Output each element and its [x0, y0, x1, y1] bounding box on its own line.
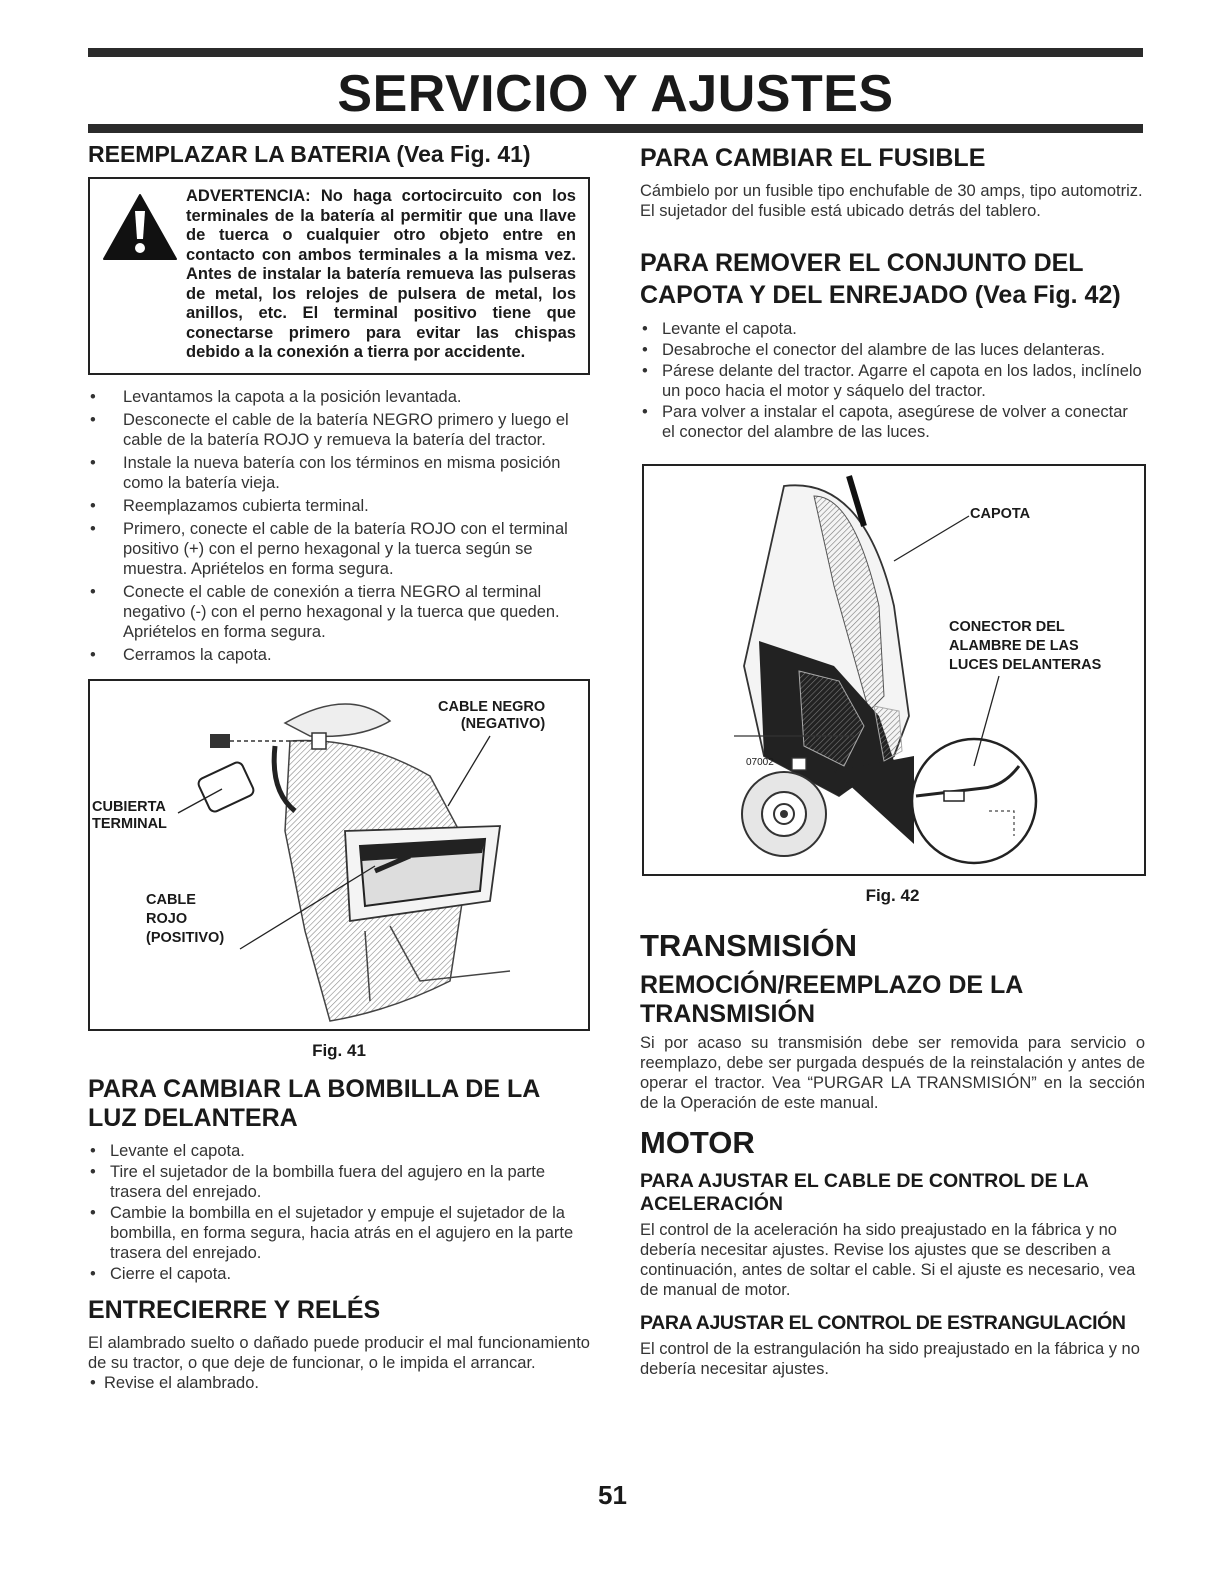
transmission-subheading: REMOCIÓN/REEMPLAZO DE LA TRANSMISIÓN — [640, 971, 1023, 1028]
warning-triangle-icon — [102, 193, 178, 261]
list-item: • Reemplazamos cubierta terminal. — [88, 496, 590, 516]
headlight-heading: PARA CAMBIAR LA BOMBILLA DE LA LUZ DELANTERA — [88, 1074, 540, 1132]
list-item: • Levante el capota. — [88, 1141, 590, 1161]
figure-42-caption: Fig. 42 — [865, 886, 920, 905]
list-item: • Primero, conecte el cable de la batería ROJO con el terminal positivo (+) con el perno hexagonal y la tuerca según se muestra. Apriételos en forma segura. — [88, 519, 590, 579]
label-black-cable: CABLE NEGRO (NEGATIVO) — [438, 698, 546, 732]
part-code: 07002 — [746, 757, 774, 768]
page-title: SERVICIO Y AJUSTES — [337, 65, 894, 123]
label-terminal-cover: CUBIERTA TERMINAL — [92, 798, 167, 832]
transmission-text: Si por acaso su transmisión debe ser removida para servicio o reemplazo, debe ser purgada después de la reinstalación y antes de operar el tractor. Vea “PURGAR LA TRANSMISIÓN” en la sección de la Operación de este manual. — [640, 1034, 1145, 1112]
fuse-text: Cámbielo por un fusible tipo enchufable de 30 amps, tipo automotriz. El sujetador del fusible está ubicado detrás del tablero. — [640, 182, 1143, 220]
list-item: • Cierre el capota. — [88, 1264, 590, 1284]
motor-heading: MOTOR — [640, 1125, 755, 1160]
figure-42 — [642, 464, 1146, 876]
transmission-heading: TRANSMISIÓN — [640, 928, 857, 963]
fuse-heading: PARA CAMBIAR EL FUSIBLE — [640, 144, 986, 172]
list-item: • Tire el sujetador de la bombilla fuera del agujero en la parte trasera del enrejado. — [88, 1162, 590, 1202]
choke-text: El control de la estrangulación ha sido preajustado en la fábrica y no debería necesitar ajustes. — [640, 1340, 1140, 1378]
wiring-heading: ENTRECIERRE Y RELÉS — [88, 1295, 381, 1324]
page-number: 51 — [598, 1480, 627, 1510]
battery-illustration — [90, 681, 588, 1029]
label-red-cable: CABLE ROJO (POSITIVO) — [146, 891, 225, 946]
battery-heading: REEMPLAZAR LA BATERIA (Vea Fig. 41) — [88, 141, 531, 167]
list-item: • Revise el alambrado. — [88, 1373, 590, 1393]
list-item: • Párese delante del tractor. Agarre el capota en los lados, inclínelo un poco hacia el motor y sáquelo del tractor. — [640, 361, 1145, 401]
list-item: • Levantamos la capota a la posición levantada. — [88, 387, 590, 407]
list-item: • Levante el capota. — [640, 319, 1145, 339]
list-item: • Instale la nueva batería con los términos en misma posición como la batería vieja. — [88, 453, 590, 493]
right-column — [640, 140, 1145, 1379]
throttle-text: El control de la aceleración ha sido preajustado en la fábrica y no debería necesitar ajustes. Revise los ajustes que se describen a continuación, antes de soltar el cable. Si el ajuste es necesario, vea de manual de motor. — [640, 1221, 1136, 1299]
figure-41-caption: Fig. 41 — [312, 1040, 366, 1060]
left-column — [88, 140, 590, 1394]
hood-steps — [640, 319, 1145, 442]
label-hood: CAPOTA — [970, 506, 1031, 522]
warning-text: ADVERTENCIA: No haga cortocircuito con los terminales de la batería al permitir que una llave de tuerca o cualquier otro objeto entre en contacto con ambos terminales a la misma vez. Antes de instalar la batería remueva las pulseras de metal, los relojes de pulsera de metal, los anillos, etc. El terminal positivo tiene que conectarse primero para evitar las chispas debido a la conexión a tierra por accidente. — [186, 187, 576, 361]
hood-heading: PARA REMOVER EL CONJUNTO DEL CAPOTA Y DEL ENREJADO (Vea Fig. 42) — [640, 249, 1121, 309]
top-rule-upper — [88, 48, 1143, 57]
throttle-heading: PARA AJUSTAR EL CABLE DE CONTROL DE LA ACELERACIÓN — [640, 1170, 1089, 1215]
top-rule-lower — [88, 124, 1143, 133]
list-item: • Desabroche el conector del alambre de las luces delanteras. — [640, 340, 1145, 360]
warning-box — [88, 177, 590, 375]
wiring-text: El alambrado suelto o dañado puede producir el mal funcionamiento de su tractor, o que deje de funcionar, o le impida el arrancar. — [88, 1333, 590, 1372]
battery-steps — [88, 387, 590, 665]
wiring-steps — [88, 1373, 590, 1393]
list-item: • Cambie la bombilla en el sujetador y empuje el sujetador de la bombilla, en forma segura, hacia atrás en el agujero en la parte trasera del enrejado. — [88, 1203, 590, 1263]
list-item: • Cerramos la capota. — [88, 645, 590, 665]
list-item: • Conecte el cable de conexión a tierra NEGRO al terminal negativo (-) con el perno hexagonal y la tuerca que queden. Apriételos en forma segura. — [88, 582, 590, 642]
headlight-steps — [88, 1141, 590, 1284]
list-item: • Para volver a instalar el capota, asegúrese de volver a conectar el conector del alambre de las luces. — [640, 402, 1145, 442]
choke-heading: PARA AJUSTAR EL CONTROL DE ESTRANGULACIÓN — [640, 1312, 1126, 1334]
label-connector: CONECTOR DEL ALAMBRE DE LAS LUCES DELANTERAS — [949, 619, 1102, 673]
figure-41 — [88, 679, 590, 1031]
list-item: • Desconecte el cable de la batería NEGRO primero y luego el cable de la batería ROJO y remueva la batería del tractor. — [88, 410, 590, 450]
